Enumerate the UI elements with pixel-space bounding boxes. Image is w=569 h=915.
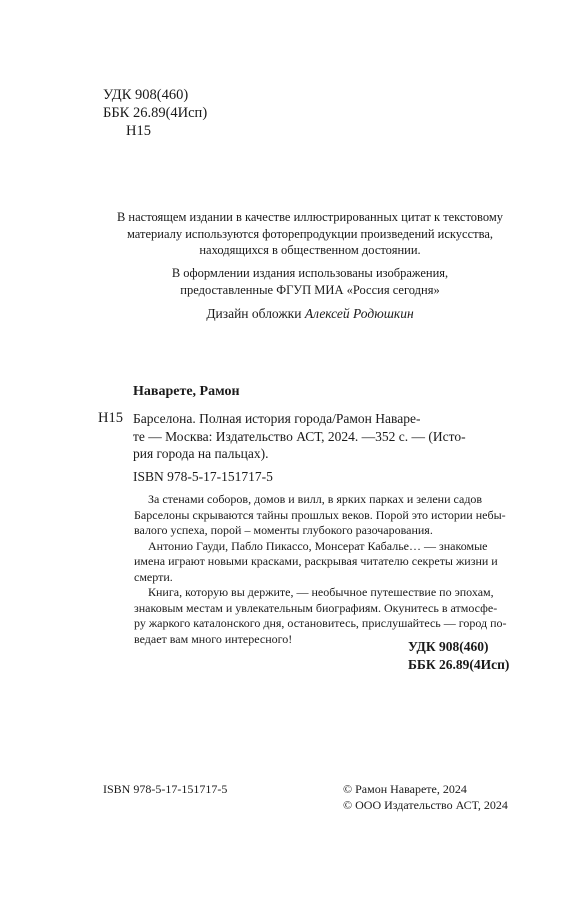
annotation bbox=[134, 492, 520, 647]
annotation-line: знаковым местам и увлекательным биографиям. Окунитесь в атмосфе- bbox=[134, 600, 498, 615]
annotation-line: Антонио Гауди, Пабло Пикассо, Монсерат Кабалье… — знакомые bbox=[148, 538, 488, 553]
description-line: Барселона. Полная история города/Рамон Наваре- bbox=[133, 411, 421, 426]
notice-illustrations bbox=[100, 209, 520, 259]
entry-isbn: ISBN 978-5-17-151717-5 bbox=[133, 469, 273, 484]
annotation-line: смерти. bbox=[134, 569, 173, 584]
annotation-line: Книга, которую вы держите, — необычное путешествие по эпохам, bbox=[148, 585, 494, 599]
description-line: те — Москва: Издательство АСТ, 2024. —352 с. — (Исто- bbox=[133, 428, 466, 444]
annotation-line: валого успеха, порой – моменты глубокого разочарования. bbox=[134, 523, 433, 537]
copyright-publisher: © ООО Издательство АСТ, 2024 bbox=[343, 798, 508, 812]
notice-line: В оформлении издания использованы изображения, bbox=[171, 266, 449, 280]
notice-line: В настоящем издании в качестве иллюстрированных цитат к текстовому bbox=[116, 210, 504, 224]
footer-isbn: ISBN 978-5-17-151717-5 bbox=[103, 782, 228, 796]
annotation-line: ведает вам много интересного! bbox=[134, 631, 293, 646]
notice-line: предоставленные ФГУП МИА «Россия сегодня» bbox=[180, 282, 440, 297]
entry-author: Наварете, Рамон bbox=[133, 384, 240, 399]
entry-author-mark: Н15 bbox=[98, 410, 123, 426]
author-mark: Н15 bbox=[126, 123, 151, 139]
entry-description bbox=[133, 410, 519, 463]
annotation-line: имена играют новыми красками, раскрывая читателю секреты жизни и bbox=[134, 554, 498, 568]
cover-design bbox=[100, 306, 520, 323]
annotation-line: ру жаркого каталонского дня, остановитесь, прислушайтесь — город по- bbox=[134, 616, 507, 630]
annotation-line: За стенами соборов, домов и вилл, в ярких парках и зелени садов bbox=[148, 492, 483, 506]
udk-code-right: УДК 908(460) bbox=[408, 639, 489, 654]
annotation-line: Барселоны скрываются тайны прошлых веков. Порой это истории небы- bbox=[134, 507, 506, 522]
cover-designer-name: Алексей Родюшкин bbox=[304, 306, 414, 321]
udk-code: УДК 908(460) bbox=[103, 87, 189, 103]
notice-images bbox=[100, 265, 520, 298]
bbk-code: ББК 26.89(4Исп) bbox=[103, 105, 208, 121]
copyright-author: © Рамон Наварете, 2024 bbox=[343, 782, 467, 796]
description-line: рия города на пальцах). bbox=[133, 446, 269, 461]
cover-design-label: Дизайн обложки bbox=[206, 306, 302, 321]
notice-line: материалу используются фоторепродукции произведений искусства, bbox=[126, 226, 494, 241]
bbk-code-right: ББК 26.89(4Исп) bbox=[408, 657, 510, 672]
notice-line: находящихся в общественном достоянии. bbox=[199, 243, 421, 257]
